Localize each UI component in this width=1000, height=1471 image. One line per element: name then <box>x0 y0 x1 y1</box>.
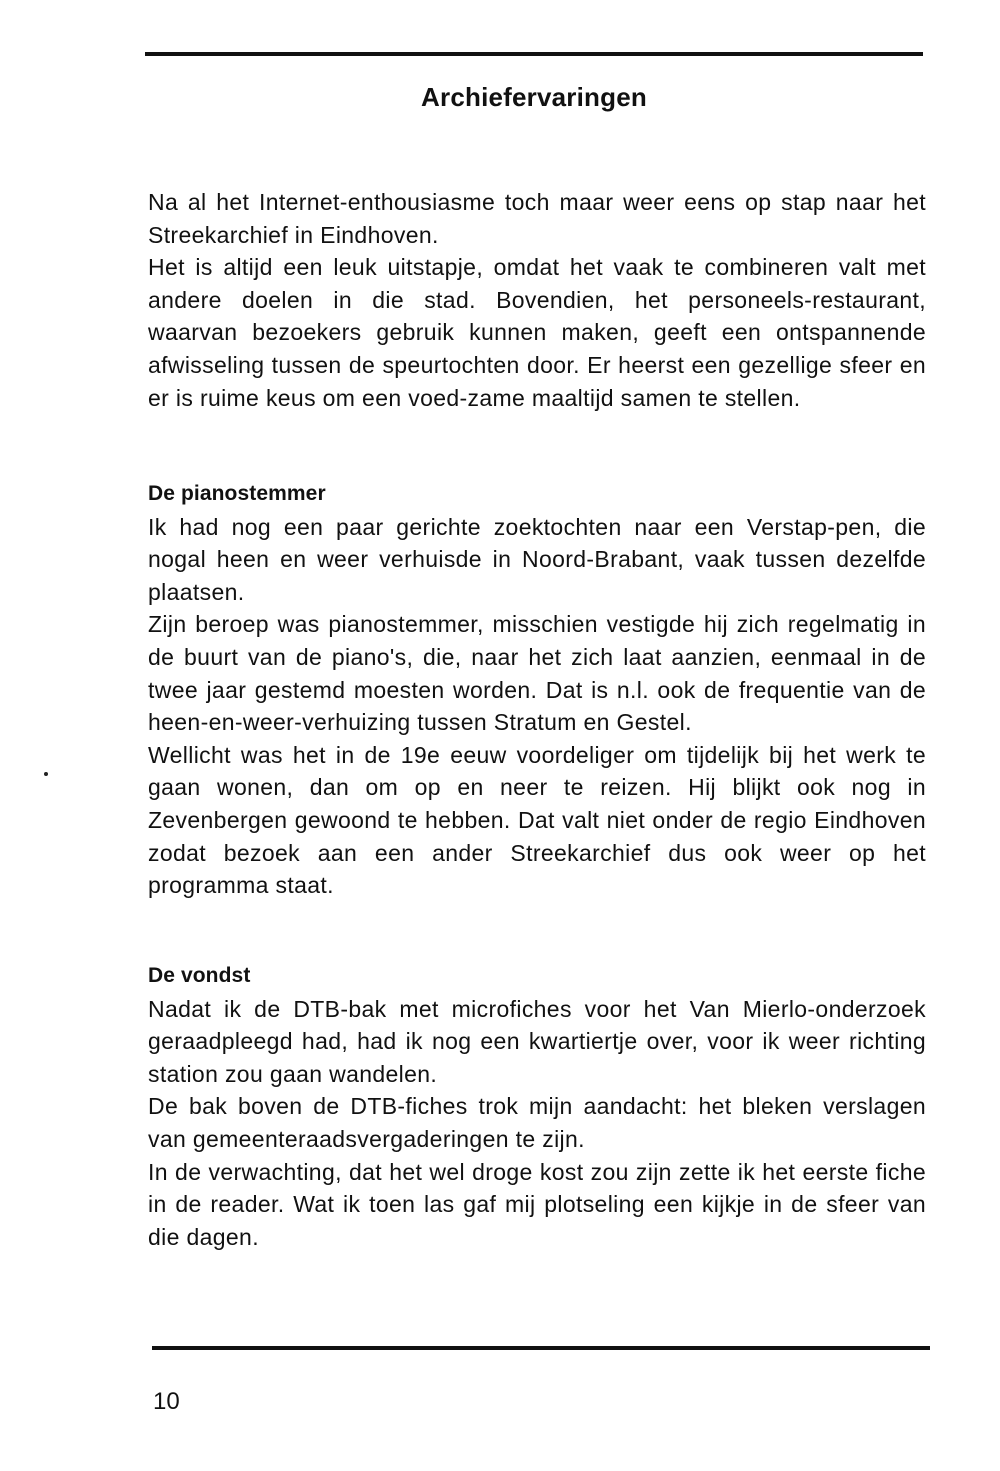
vondst-section <box>148 960 926 1253</box>
intro-paragraph-1: Na al het Internet-enthousiasme toch maar weer eens op stap naar het Streekarchief in Eindhoven. <box>148 189 926 248</box>
pianostemmer-section <box>148 478 926 902</box>
pianostemmer-paragraph-2: Zijn beroep was pianostemmer, misschien vestigde hij zich regelmatig in de buurt van de piano's, die, naar het zich laat aanzien, eenmaal in de twee jaar gestemd moesten worden. Dat is n.l. ook de frequentie van de heen-en-weer-verhuizing tussen Stratum en Gestel. <box>148 611 926 736</box>
pianostemmer-paragraph-3: Wellicht was het in de 19e eeuw voordeliger om tijdelijk bij het werk te gaan wonen, dan om op en neer te reizen. Hij blijkt ook nog in Zevenbergen gewoond te hebben. Dat valt niet onder de regio Eindhoven zodat bezoek aan een ander Streekarchief dus ook weer op het programma staat. <box>148 741 926 899</box>
intro-section <box>148 186 926 414</box>
page-number: 10 <box>153 1388 180 1415</box>
page-title: Archiefervaringen <box>421 82 647 112</box>
intro-paragraph-2: Het is altijd een leuk uitstapje, omdat het vaak te combineren valt met andere doelen in die stad. Bovendien, het personeels-restaurant, waarvan bezoekers gebruik kunnen maken, geeft een ontspannende afwisseling tussen de speurtochten door. Er heerst een gezellige sfeer en er is ruime keus om een voed-zame maaltijd samen te stellen. <box>148 254 926 411</box>
vondst-paragraph-1: Nadat ik de DTB-bak met microfiches voor het Van Mierlo-onderzoek geraadpleegd had, had ik nog een kwartiertje over, voor ik weer richting station zou gaan wandelen. <box>148 995 926 1087</box>
bottom-rule <box>152 1346 930 1350</box>
top-rule <box>145 52 923 56</box>
vondst-paragraph-2: De bak boven de DTB-fiches trok mijn aandacht: het bleken verslagen van gemeenteraadsvergaderingen te zijn. <box>148 1093 926 1152</box>
vondst-heading: De vondst <box>148 964 251 987</box>
scan-speck <box>44 772 48 776</box>
vondst-paragraph-3: In de verwachting, dat het wel droge kost zou zijn zette ik het eerste fiche in de reader. Wat ik toen las gaf mij plotseling een kijkje in de sfeer van die dagen. <box>148 1158 926 1250</box>
pianostemmer-paragraph-1: Ik had nog een paar gerichte zoektochten naar een Verstap-pen, die nogal heen en weer verhuisde in Noord-Brabant, vaak tussen dezelfde plaatsen. <box>148 513 926 605</box>
pianostemmer-heading: De pianostemmer <box>148 482 326 505</box>
